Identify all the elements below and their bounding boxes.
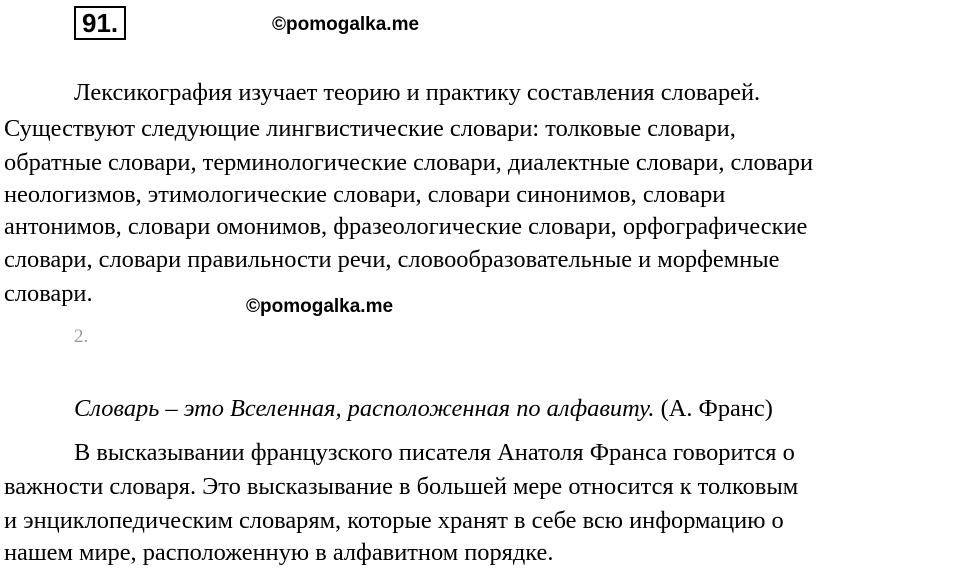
paragraph1-line-6: словари, словари правильности речи, словообразовательные и морфемные	[4, 246, 780, 273]
paragraph2-line-2: важности словаря. Это высказывание в большей мере относится к толковым	[4, 473, 799, 500]
paragraph1-line-7: словари.	[4, 280, 93, 307]
section-number: 2.	[74, 326, 89, 347]
paragraph1-line-2: Существуют следующие лингвистические словари: толковые словари,	[4, 115, 736, 142]
watermark-middle: ©pomogalka.me	[246, 296, 394, 317]
paragraph2-line-4: нашем мире, расположенную в алфавитном порядке.	[4, 539, 554, 566]
paragraph1-line-1: Лексикография изучает теорию и практику составления словарей.	[74, 79, 761, 106]
quote-text: Словарь – это Вселенная, расположенная по алфавиту.	[74, 395, 655, 422]
quote-line	[74, 394, 773, 424]
paragraph1-line-3: обратные словари, терминологические словари, диалектные словари, словари	[4, 149, 813, 176]
exercise-number: 91.	[74, 6, 126, 40]
paragraph1-line-4: неологизмов, этимологические словари, словари синонимов, словари	[4, 181, 726, 208]
paragraph2-line-3: и энциклопедическим словарям, которые хранят в себе всю информацию о	[4, 507, 784, 534]
paragraph2-line-1: В высказывании французского писателя Анатоля Франса говорится о	[74, 439, 795, 466]
quote-author: (А. Франс)	[654, 395, 773, 422]
paragraph1-line-5: антонимов, словари омонимов, фразеологические словари, орфографические	[4, 213, 808, 240]
watermark-top: ©pomogalka.me	[272, 14, 420, 35]
